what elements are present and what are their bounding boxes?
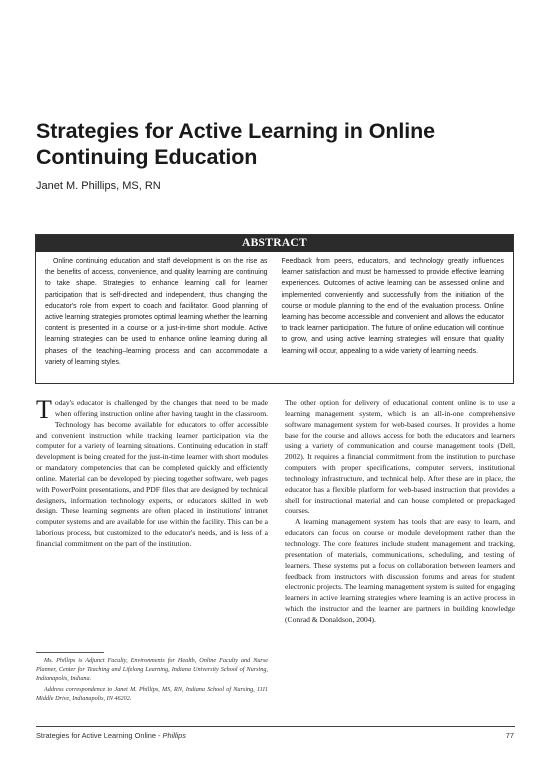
abstract-heading: ABSTRACT bbox=[36, 235, 513, 252]
running-footer bbox=[36, 731, 186, 740]
footnote-rule bbox=[36, 652, 104, 653]
page-number: 77 bbox=[505, 731, 514, 740]
author-affiliation: Ms. Phillips is Adjunct Faculty, Environments for Health, Online Faculty and Nurse Planner, Center for Teaching and Lifelong Learning, Indiana University School of Nursing, Indianapolis, Indiana. bbox=[36, 657, 268, 683]
footer-rule bbox=[36, 726, 515, 727]
body-left-column bbox=[36, 395, 268, 550]
body-paragraph-text: oday's educator is challenged by the changes that need to be made when offering instruction online after having taught in the classroom. Technology has become available for educators to offer accessible and convenient instruction while tracking learner participation via the computer for a variety of learning situations. Continuing education in staff development is being created for the just-in-time learner with short modules or mandatory competencies that can be completed quickly and efficiently online. Material can be developed by piecing together software, web pages with PowerPoint presentations, and PDF files that are designed by technical designers, information technology experts, or educators skilled in web design. These learning segments are often placed in institutions' intranet computer systems and are available for use within the facility. This can be a laborious process, but customized to the educator's needs, and is less of a financial commitment on the part of the institution. bbox=[36, 398, 268, 548]
body-paragraph: The other option for delivery of educational content online is to use a learning management system, which is an all-in-one comprehensive software management system for web-based courses. It provides a home base for the course and allows access for both the educators and learners using a variety of communication and course management tools (Dell, 2002). It requires a financial commitment from the institution to purchase computers with proper specifications, computer servers, institutional technology infrastructure, and technical help. After these are in place, the educator has a flexible platform for web-based instruction that provides a shell for instructional material and can house completed or prepackaged courses. bbox=[285, 398, 515, 516]
abstract-body bbox=[36, 252, 513, 368]
body-paragraph: A learning management system has tools that are easy to learn, and educators can focus on course or module development rather than the technology. The core features include student management and tracking, presentation of materials, communications, scheduling, and testing of learners. These systems put a focus on collaboration between learners and feedback from instructors with discussion forums and areas for student electronic projects. The learning management system is suited for engaging learners in active learning strategies where learning is an active process in which the instructor and the learner are partners in building knowledge (Conrad & Donaldson, 2004). bbox=[285, 517, 515, 624]
abstract-box bbox=[35, 234, 514, 384]
drop-cap: T bbox=[36, 395, 52, 424]
body-paragraph bbox=[36, 395, 268, 550]
running-title: Strategies for Active Learning Online - bbox=[36, 731, 163, 740]
abstract-right-column: Feedback from peers, educators, and technology greatly influences learner satisfaction and must be harnessed to provide effective learning experiences. Outcomes of active learning can be assessed online and implemented conveniently and successfully from the initiation of the course or module planning to the end of the evaluation process. Online learning has become accessible and convenient and allows the educator to track learner participation. The future of online education will continue to grow, and using active learning strategies will ensure that quality learning will occur, appealing to a wide variety of learning needs. bbox=[281, 258, 504, 355]
article-title: Strategies for Active Learning in Online Continuing Education bbox=[36, 119, 436, 169]
author-byline: Janet M. Phillips, MS, RN bbox=[36, 180, 161, 192]
footnote bbox=[36, 656, 268, 704]
running-author: Phillips bbox=[162, 731, 186, 740]
correspondence-address: Address correspondence to Janet M. Phillips, MS, RN, Indiana School of Nursing, 1111 Middle Drive, Indianapolis, IN 46202. bbox=[36, 685, 268, 702]
abstract-left-column: Online continuing education and staff development is on the rise as the benefits of access, convenience, and quality learning are continuing to take shape. Strategies to enhance learning call for learner participation that is self-directed and independent, thus changing the educator's role from expert to coach and facilitator. Good planning of active learning strategies promotes optimal learning whether the learning content is presented in a course or a just-in-time short module. Active learning strategies can be used to enhance online learning during all phases of the teaching–learning process and can accommodate a variety of learning styles. bbox=[45, 258, 268, 366]
body-right-column bbox=[285, 398, 515, 626]
